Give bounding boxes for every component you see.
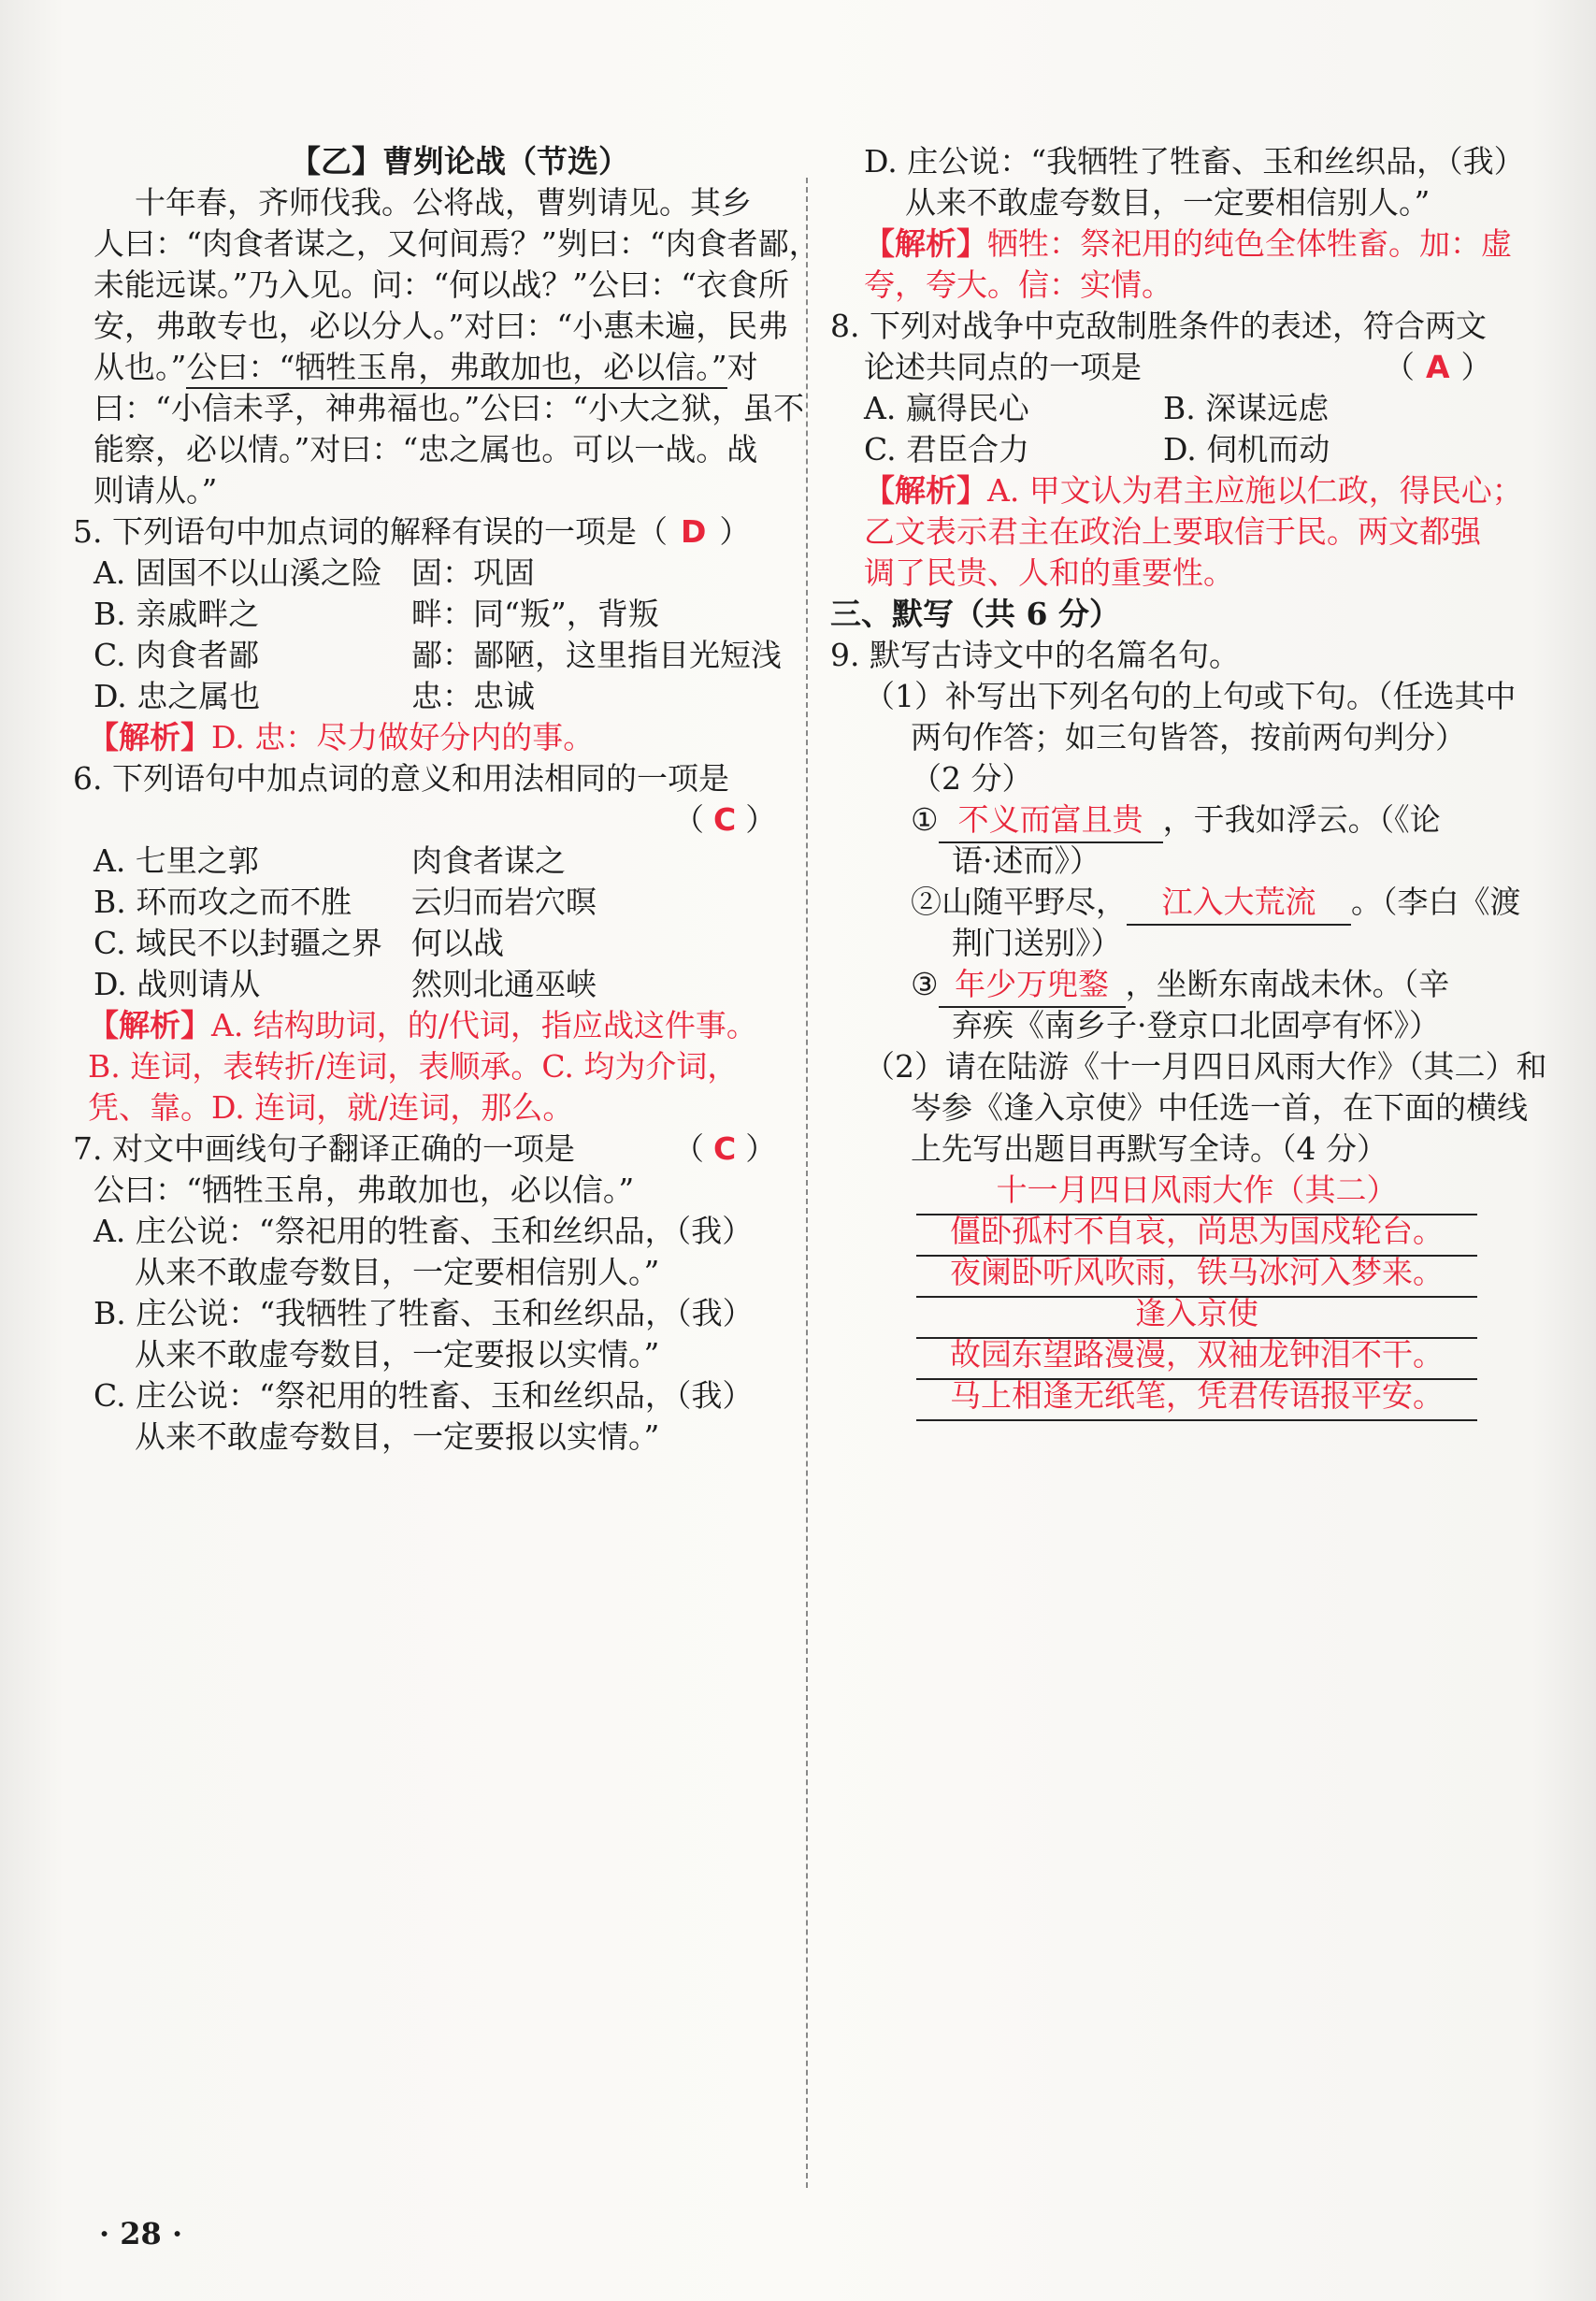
q9-sub2: （2）请在陆游《十一月四日风雨大作》（其二）和 bbox=[864, 1048, 1547, 1085]
q5-option-b-gloss: 畔：同“叛”，背叛 bbox=[411, 596, 659, 632]
question-8: 8. 下列对战争中克敌制胜条件的表述，符合两文 bbox=[830, 308, 1487, 344]
poem-line: 马上相逢无纸笔，凭君传语报平安。 bbox=[916, 1374, 1477, 1421]
passage-line: 十年春，齐师伐我。公将战，曹刿请见。其乡 bbox=[135, 184, 752, 221]
q7-answer-paren: （ C ） bbox=[673, 1130, 777, 1167]
q9-sub2-cont: 上先写出题目再默写全诗。（4 分） bbox=[911, 1130, 1388, 1167]
q9-sub2-cont: 岑参《逢入京使》中任选一首，在下面的横线 bbox=[911, 1089, 1528, 1126]
q9-item-3-cont: 弃疾《南乡子·登京口北固亭有怀》） bbox=[952, 1007, 1440, 1043]
question-7: 7. 对文中画线句子翻译正确的一项是 bbox=[73, 1130, 575, 1167]
q6-option-c-right: 何以战 bbox=[411, 925, 504, 961]
q8-option-b: B. 深谋远虑 bbox=[1163, 390, 1330, 426]
poem-line: 夜阑卧听风吹雨，铁马冰河入梦来。 bbox=[916, 1251, 1477, 1298]
q6-option-d: D. 战则请从 bbox=[93, 966, 261, 1002]
column-divider bbox=[806, 178, 808, 2188]
answer-8: A bbox=[1426, 349, 1450, 385]
q6-option-a: A. 七里之郭 bbox=[93, 842, 259, 879]
q6-answer-paren: （ C ） bbox=[673, 801, 777, 838]
q9-item-1-cont: 语·述而》） bbox=[952, 842, 1100, 879]
q7-analysis-line: 夸，夸大。信：实情。 bbox=[864, 266, 1172, 303]
q9-sub1: （1）补写出下列名句的上句或下句。（任选其中 bbox=[864, 678, 1517, 714]
fill-blank-1: 不义而富且贵 bbox=[939, 798, 1163, 843]
q8-option-a: A. 赢得民心 bbox=[864, 390, 1029, 426]
q6-option-b-right: 云归而岩穴暝 bbox=[411, 884, 597, 920]
q8-option-c: C. 君臣合力 bbox=[864, 431, 1030, 467]
q7-option-d: D. 庄公说：“我牺牲了牲畜、玉和丝织品，（我） bbox=[864, 143, 1525, 180]
question-6: 6. 下列语句中加点词的意义和用法相同的一项是 bbox=[73, 760, 729, 797]
q6-option-b: B. 环而攻之而不胜 bbox=[93, 884, 352, 920]
q7-option-a-cont: 从来不敢虚夸数目，一定要相信别人。” bbox=[135, 1254, 660, 1290]
answer-7: C bbox=[713, 1130, 737, 1167]
q5-option-c: C. 肉食者鄙 bbox=[93, 637, 260, 673]
passage-line: 能察，必以情。”对曰：“忠之属也。可以一战。战 bbox=[93, 431, 758, 467]
q6-option-d-right: 然则北通巫峡 bbox=[411, 966, 597, 1002]
poem-line: 故园东望路漫漫，双袖龙钟泪不干。 bbox=[916, 1333, 1477, 1380]
q8-analysis: 【解析】A. 甲文认为君主应施以仁政，得民心； bbox=[864, 472, 1523, 509]
poem-title-line: 十一月四日风雨大作（其二） bbox=[916, 1169, 1477, 1215]
q9-item-2-cont: 荆门送别》） bbox=[952, 925, 1122, 961]
passage-line: 则请从。” bbox=[93, 472, 218, 509]
q6-option-a-right: 肉食者谋之 bbox=[411, 842, 566, 879]
q7-analysis: 【解析】牺牲：祭祀用的纯色全体牲畜。加：虚 bbox=[864, 225, 1512, 262]
q6-analysis-line: B. 连词，表转折/连词，表顺承。C. 均为介词， bbox=[88, 1048, 739, 1085]
q5-option-a: A. 固国不以山溪之险 bbox=[93, 554, 382, 591]
fill-blank-3: 年少万兜鍪 bbox=[939, 963, 1126, 1008]
poem-line: 僵卧孤村不自哀，尚思为国戍轮台。 bbox=[916, 1210, 1477, 1257]
q6-analysis: 【解析】A. 结构助词，的/代词，指应战这件事。 bbox=[88, 1007, 757, 1043]
question-8-cont: 论述共同点的一项是 bbox=[864, 349, 1142, 385]
section-heading: 三、默写（共 6 分） bbox=[830, 596, 1120, 632]
q5-option-a-gloss: 固：巩固 bbox=[411, 554, 535, 591]
q8-answer-paren: （ A ） bbox=[1384, 349, 1492, 385]
question-9: 9. 默写古诗文中的名篇名句。 bbox=[830, 637, 1240, 673]
passage-title: 【乙】曹刿论战（节选） bbox=[290, 143, 629, 180]
question-5: 5. 下列语句中加点词的解释有误的一项是（ D ） bbox=[73, 513, 751, 550]
q9-sub1-score: （2 分） bbox=[911, 760, 1033, 797]
q6-option-c: C. 域民不以封疆之界 bbox=[93, 925, 383, 961]
underlined-sentence: 公曰：“牺牲玉帛，弗敢加也，必以信。” bbox=[186, 349, 726, 389]
passage-line: 从也。”公曰：“牺牲玉帛，弗敢加也，必以信。”对 bbox=[93, 346, 758, 389]
q7-option-c-cont: 从来不敢虚夸数目，一定要报以实情。” bbox=[135, 1418, 660, 1455]
q7-option-a: A. 庄公说：“祭祀用的牲畜、玉和丝织品，（我） bbox=[93, 1213, 754, 1249]
q9-item-3: ③ 年少万兜鍪 ，坐断东南战未休。（辛 bbox=[911, 963, 1449, 1008]
q9-sub1-cont: 两句作答；如三句皆答，按前两句判分） bbox=[911, 719, 1466, 755]
answer-6: C bbox=[713, 801, 737, 838]
q7-option-d-cont: 从来不敢虚夸数目，一定要相信别人。” bbox=[905, 184, 1431, 221]
q8-analysis-line: 乙文表示君主在政治上要取信于民。两文都强 bbox=[864, 513, 1481, 550]
passage-line: 曰：“小信未孚，神弗福也。”公曰：“小大之狱，虽不 bbox=[93, 390, 805, 426]
poem-title-line: 逢入京使 bbox=[916, 1292, 1477, 1339]
q5-option-d: D. 忠之属也 bbox=[93, 678, 261, 714]
q7-quote: 公曰：“牺牲玉帛，弗敢加也，必以信。” bbox=[93, 1172, 635, 1208]
q5-analysis: 【解析】D. 忠：尽力做好分内的事。 bbox=[88, 719, 595, 755]
q8-option-d: D. 伺机而动 bbox=[1163, 431, 1330, 467]
passage-line: 安，弗敢专也，必以分人。”对曰：“小惠未遍，民弗 bbox=[93, 308, 789, 344]
q9-item-1: ① 不义而富且贵 ，于我如浮云。（《论 bbox=[911, 798, 1441, 843]
q6-analysis-line: 凭、靠。D. 连词，就/连词，那么。 bbox=[88, 1089, 574, 1126]
passage-line: 未能远谋。”乃入见。问：“何以战？”公曰：“衣食所 bbox=[93, 266, 789, 303]
answer-5: D bbox=[680, 513, 707, 550]
q5-option-d-gloss: 忠：忠诚 bbox=[411, 678, 535, 714]
q7-option-c: C. 庄公说：“祭祀用的牲畜、玉和丝织品，（我） bbox=[93, 1377, 754, 1414]
passage-line: 人曰：“肉食者谋之，又何间焉？”刿曰：“肉食者鄙， bbox=[93, 225, 820, 262]
page-number: · 28 · bbox=[99, 2216, 183, 2251]
q7-option-b: B. 庄公说：“我牺牲了牲畜、玉和丝织品，（我） bbox=[93, 1295, 754, 1331]
q5-option-c-gloss: 鄙：鄙陋，这里指目光短浅 bbox=[411, 637, 782, 673]
q5-option-b: B. 亲戚畔之 bbox=[93, 596, 260, 632]
q7-option-b-cont: 从来不敢虚夸数目，一定要报以实情。” bbox=[135, 1336, 660, 1373]
q9-item-2: ②山随平野尽， 江入大荒流 。（李白《渡 bbox=[911, 881, 1521, 926]
fill-blank-2: 江入大荒流 bbox=[1127, 881, 1351, 926]
q8-analysis-line: 调了民贵、人和的重要性。 bbox=[864, 554, 1234, 591]
